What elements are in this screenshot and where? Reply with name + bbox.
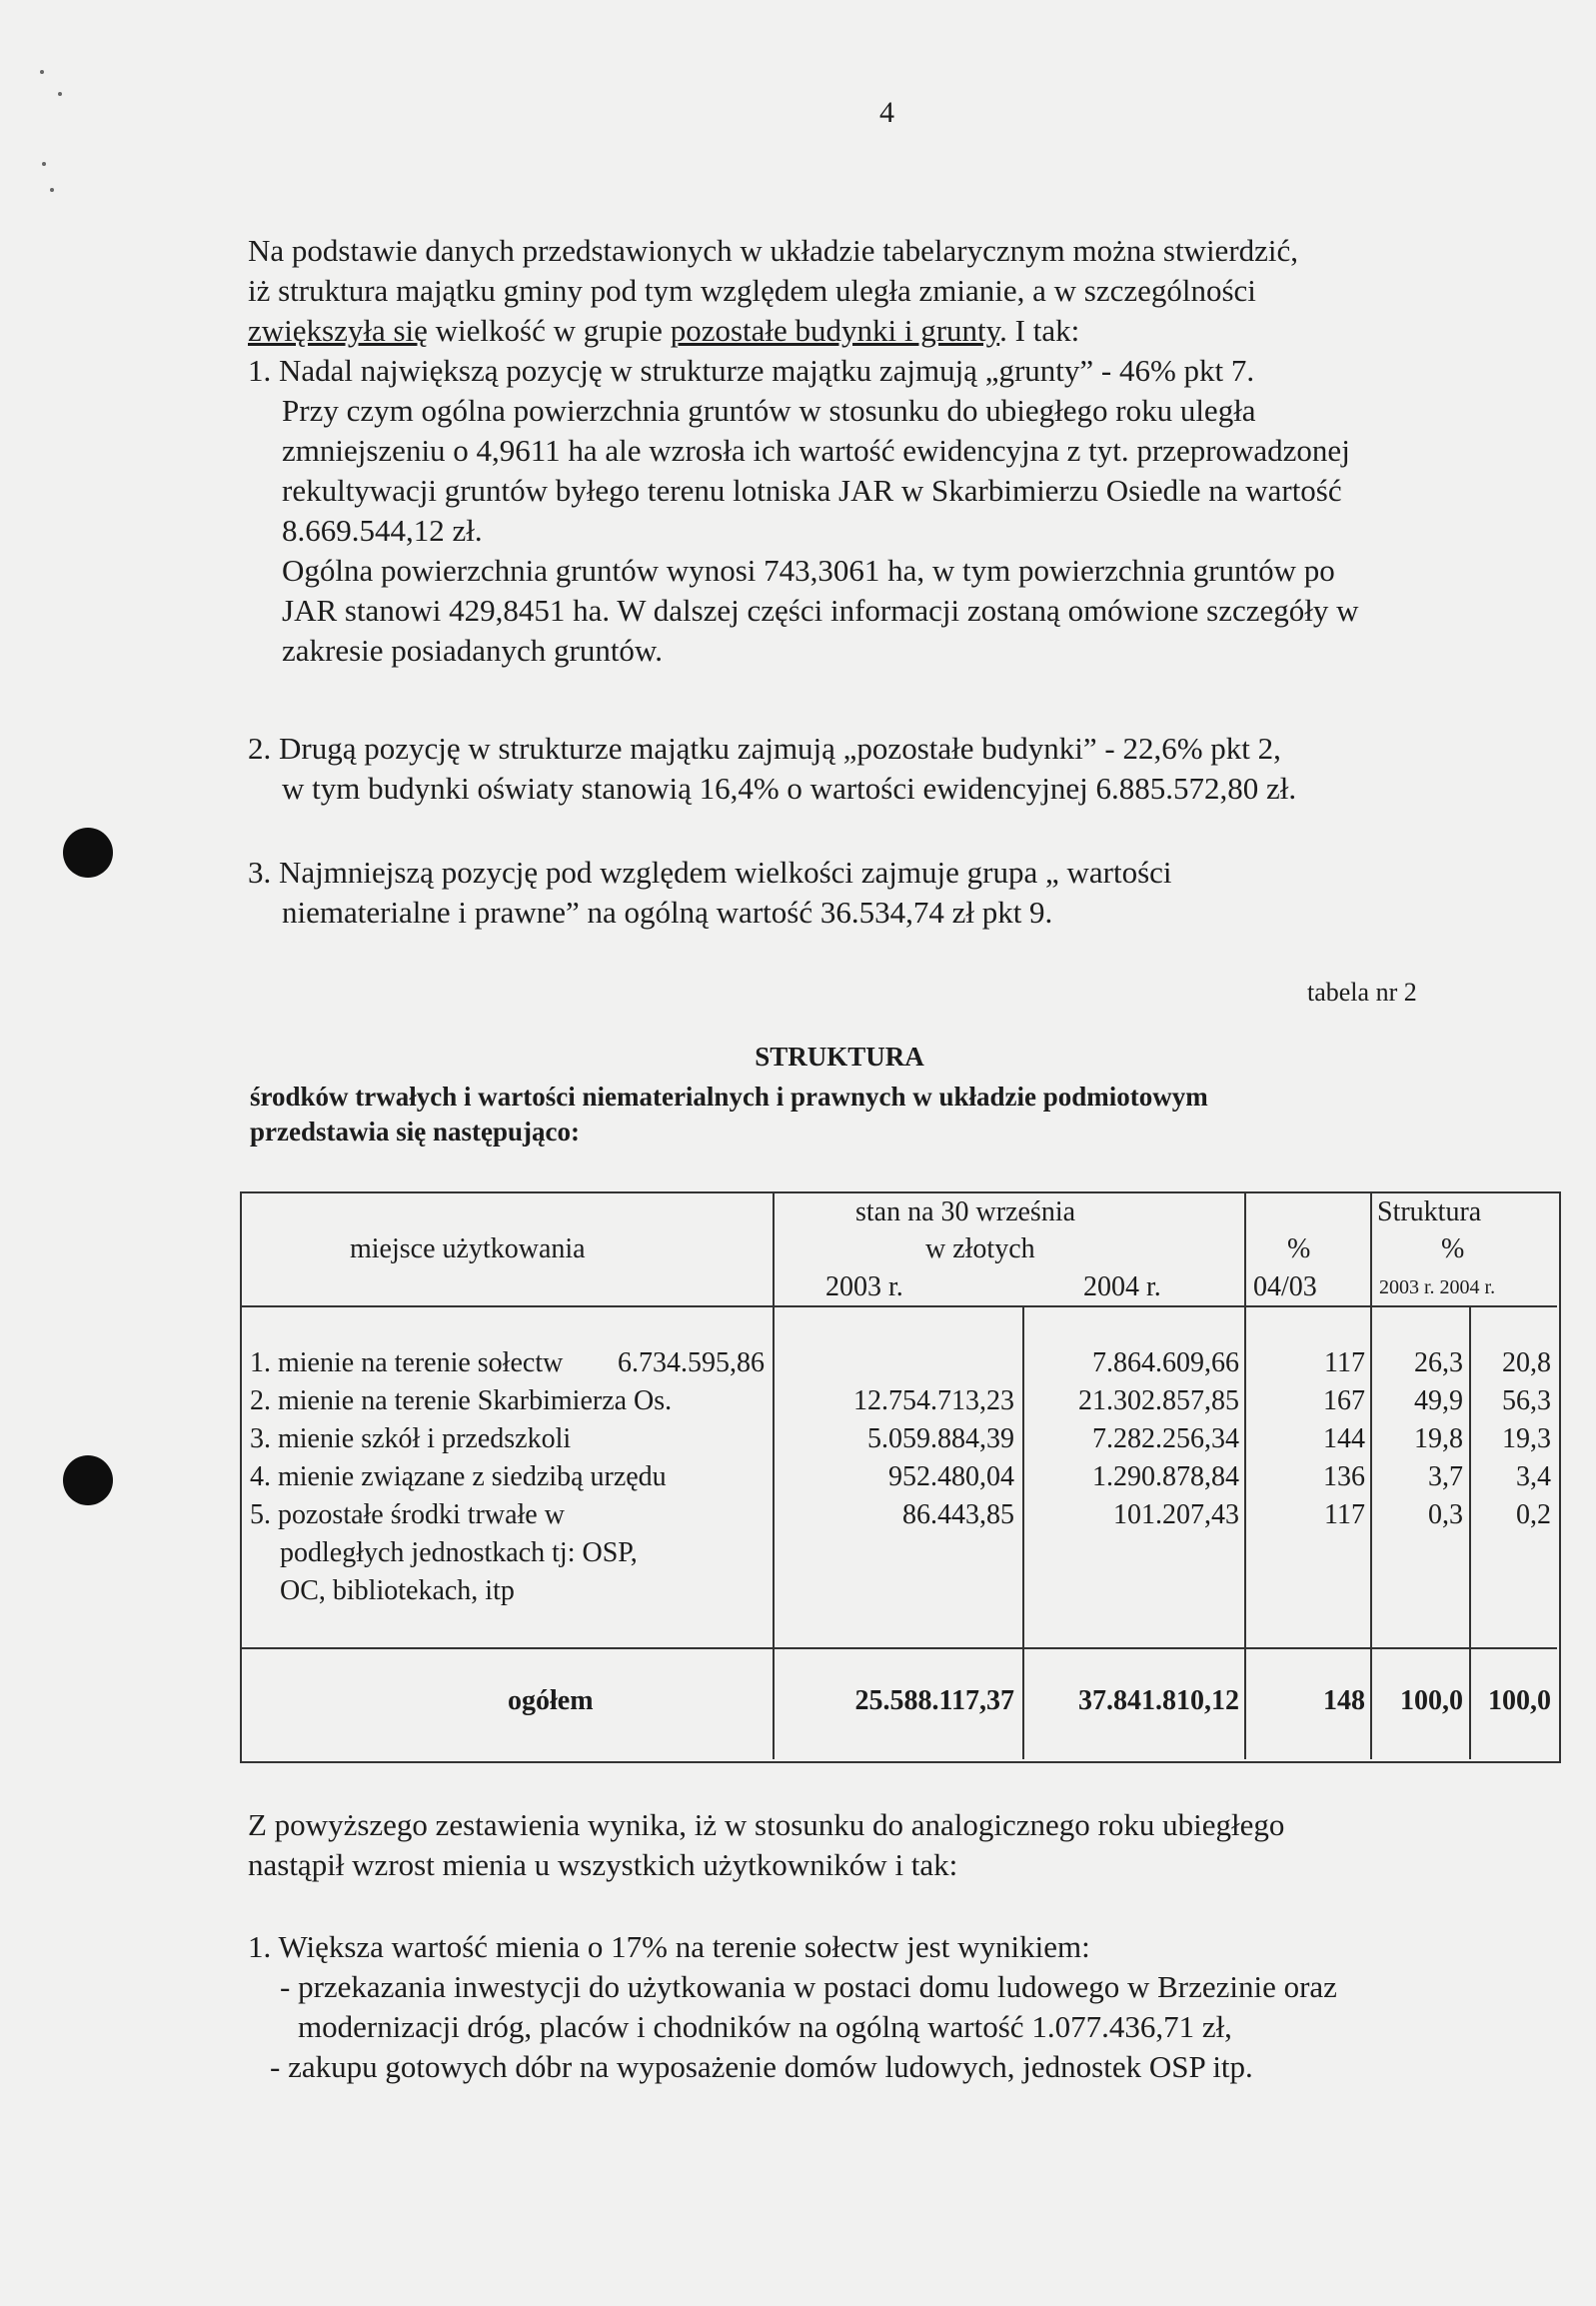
row-label: 4. mienie związane z siedzibą urzędu <box>250 1461 667 1492</box>
intro-text: . I tak: <box>999 313 1080 348</box>
value-2003: 12.754.713,23 <box>853 1385 1014 1416</box>
value-2004: 101.207,43 <box>1113 1499 1239 1530</box>
value-pct: 117 <box>1324 1347 1365 1378</box>
row-label-continued: podległych jednostkach tj: OSP, <box>280 1537 638 1568</box>
value-2003: 952.480,04 <box>888 1461 1014 1492</box>
value-pct: 144 <box>1323 1423 1365 1454</box>
point-2-paragraph <box>248 729 1296 809</box>
punch-hole-top <box>63 828 113 878</box>
value-pct: 167 <box>1323 1385 1365 1416</box>
value-2003: 6.734.595,86 <box>618 1347 765 1378</box>
row-label: 1. mienie na terenie sołectw <box>250 1347 564 1378</box>
value-2003: 86.443,85 <box>902 1499 1014 1530</box>
underlined-phrase: pozostałe budynki i grunty <box>670 313 1000 348</box>
row-label: 5. pozostałe środki trwałe w <box>250 1499 565 1530</box>
intro-paragraph <box>248 231 1359 671</box>
page-number: 4 <box>879 96 894 129</box>
intro-line: Na podstawie danych przedstawionych w układzie tabelarycznym można stwierdzić, <box>248 233 1299 268</box>
total-2003: 25.588.117,37 <box>854 1685 1014 1716</box>
conclusion-paragraph <box>248 1805 1284 1885</box>
total-label: ogółem <box>508 1685 594 1716</box>
table-subtitle-line: środków trwałych i wartości niematerialnych i prawnych w układzie podmiotowym <box>250 1082 1208 1112</box>
point-2-line: 2. Drugą pozycję w strukturze majątku zajmują „pozostałe budynki” - 22,6% pkt 2, <box>248 731 1281 766</box>
structure-table <box>240 1191 1561 1763</box>
list-1-head: 1. Większa wartość mienia o 17% na terenie sołectw jest wynikiem: <box>248 1929 1090 1964</box>
value-2004: 7.282.256,34 <box>1092 1423 1239 1454</box>
point-1-line: 1. Nadal największą pozycję w strukturze majątku zajmują „grunty” - 46% pkt 7. <box>248 353 1255 388</box>
value-struct-2004: 3,4 <box>1516 1461 1551 1492</box>
table-subtitle <box>250 1080 1208 1150</box>
intro-line: iż struktura majątku gminy pod tym względem uległa zmianie, a w szczególności <box>248 273 1256 308</box>
scan-speck <box>50 188 54 192</box>
row-label-continued: OC, bibliotekach, itp <box>280 1575 515 1606</box>
point-3-line: 3. Najmniejszą pozycję pod względem wielkości zajmuje grupa „ wartości <box>248 855 1172 890</box>
point-2-line: w tym budynki oświaty stanowią 16,4% o wartości ewidencyjnej 6.885.572,80 zł. <box>282 771 1297 806</box>
value-struct-2004: 20,8 <box>1502 1347 1551 1378</box>
header-pct-period: 04/03 <box>1253 1271 1317 1302</box>
value-struct-2003: 49,9 <box>1414 1385 1463 1416</box>
value-2004: 21.302.857,85 <box>1078 1385 1239 1416</box>
conclusion-line: nastąpił wzrost mienia u wszystkich użytkowników i tak: <box>248 1847 958 1882</box>
point-1-line: 8.669.544,12 zł. <box>282 513 483 548</box>
value-struct-2004: 19,3 <box>1502 1423 1551 1454</box>
header-pct: % <box>1287 1233 1311 1264</box>
value-pct: 117 <box>1324 1499 1365 1530</box>
value-pct: 136 <box>1323 1461 1365 1492</box>
header-structure-pct: % <box>1441 1233 1465 1264</box>
header-stan: stan na 30 września <box>855 1196 1076 1227</box>
intro-line <box>248 311 1359 351</box>
point-1-line: JAR stanowi 429,8451 ha. W dalszej części informacji zostaną omówione szczegóły w <box>282 593 1359 628</box>
list-1-bullet: - przekazania inwestycji do użytkowania w postaci domu ludowego w Brzezinie oraz <box>280 1969 1337 2004</box>
point-1-line: Ogólna powierzchnia gruntów wynosi 743,3061 ha, w tym powierzchnia gruntów po <box>282 553 1335 588</box>
underlined-phrase: zwiększyła się <box>248 313 428 348</box>
total-divider <box>242 1647 1557 1649</box>
point-3-line: niematerialne i prawne” na ogólną wartość 36.534,74 zł pkt 9. <box>282 895 1053 930</box>
value-struct-2004: 0,2 <box>1516 1499 1551 1530</box>
value-struct-2003: 19,8 <box>1414 1423 1463 1454</box>
point-1-line: Przy czym ogólna powierzchnia gruntów w stosunku do ubiegłego roku uległa <box>282 393 1256 428</box>
header-divider <box>242 1305 1557 1307</box>
list-1-paragraph <box>248 1927 1337 2087</box>
header-year-2004: 2004 r. <box>1083 1271 1161 1302</box>
total-struct-2004: 100,0 <box>1488 1685 1551 1716</box>
value-2004: 1.290.878,84 <box>1092 1461 1239 1492</box>
list-1-bullet: - zakupu gotowych dóbr na wyposażenie domów ludowych, jednostek OSP itp. <box>270 2049 1253 2084</box>
punch-hole-bottom <box>63 1455 113 1505</box>
header-currency: w złotych <box>925 1233 1035 1264</box>
point-1-line: zakresie posiadanych gruntów. <box>282 633 664 668</box>
value-2004: 7.864.609,66 <box>1092 1347 1239 1378</box>
intro-text: wielkość w grupie <box>427 313 671 348</box>
table-title: STRUKTURA <box>755 1042 924 1072</box>
total-pct: 148 <box>1323 1685 1365 1716</box>
row-label: 2. mienie na terenie Skarbimierza Os. <box>250 1385 673 1416</box>
conclusion-line: Z powyższego zestawienia wynika, iż w stosunku do analogicznego roku ubiegłego <box>248 1807 1285 1842</box>
list-1-bullet-continued: modernizacji dróg, placów i chodników na ogólną wartość 1.077.436,71 zł, <box>298 2009 1232 2044</box>
header-place: miejsce użytkowania <box>350 1233 586 1264</box>
scan-speck <box>40 70 44 74</box>
row-label: 3. mienie szkół i przedszkoli <box>250 1423 572 1454</box>
header-structure-years: 2003 r. 2004 r. <box>1379 1276 1496 1298</box>
value-struct-2003: 0,3 <box>1428 1499 1463 1530</box>
value-struct-2004: 56,3 <box>1502 1385 1551 1416</box>
total-2004: 37.841.810,12 <box>1078 1685 1239 1716</box>
scan-speck <box>58 92 62 96</box>
point-3-paragraph <box>248 853 1172 933</box>
value-struct-2003: 26,3 <box>1414 1347 1463 1378</box>
header-year-2003: 2003 r. <box>825 1271 903 1302</box>
total-struct-2003: 100,0 <box>1400 1685 1463 1716</box>
table-subtitle-line: przedstawia się następująco: <box>250 1117 580 1147</box>
header-structure: Struktura <box>1377 1196 1482 1227</box>
value-struct-2003: 3,7 <box>1428 1461 1463 1492</box>
point-1-line: rekultywacji gruntów byłego terenu lotniska JAR w Skarbimierzu Osiedle na wartość <box>282 473 1342 508</box>
point-1-line: zmniejszeniu o 4,9611 ha ale wzrosła ich wartość ewidencyjna z tyt. przeprowadzonej <box>282 433 1350 468</box>
value-2003: 5.059.884,39 <box>867 1423 1014 1454</box>
table-label: tabela nr 2 <box>1307 978 1417 1007</box>
scan-speck <box>42 162 46 166</box>
